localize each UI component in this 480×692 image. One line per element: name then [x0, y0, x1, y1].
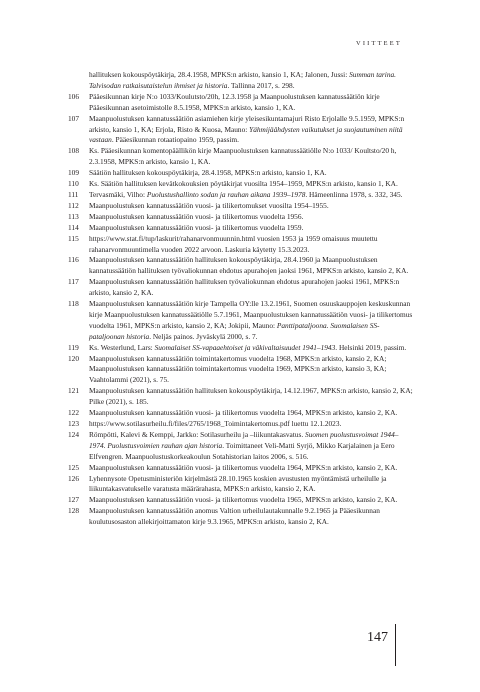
note-text: Maanpuolustuksen kannatussäätiön hallituksen kokouspöytäkirja, 28.4.1960 ja Maanpuolustuksen kannatussäätiön hallituksen työvaliokunnan ehdotus apurahojen jaoksi 1961, MPKS:n arkisto, kansio 2, KA.	[89, 255, 409, 276]
endnote-text	[89, 386, 413, 408]
note-text: Maanpuolustuksen kannatussäätiön asiamiehen kirje yleisesikuntamajuri Risto Erjolalle 9.5.1959, MPKS:n arkisto, kansio 1, KA; Erjola, Risto & Kuosa, Mauno:	[89, 113, 405, 134]
endnote-text	[89, 408, 413, 419]
endnote-text	[89, 179, 413, 190]
note-title-italic: Suomen puolustusvoimat 1944–1974. Puolustusvoimien rauhan ajan historia	[89, 429, 399, 450]
endnote-text	[89, 354, 413, 387]
endnote-number: 110	[68, 179, 79, 189]
note-text: Maanpuolustuksen kannatussäätiön hallituksen kokouspöytäkirja, 14.12.1967, MPKS:n arkisto, kansio 2, KA; Pilke (2021), s. 185.	[89, 386, 413, 407]
endnote-number: 118	[68, 299, 79, 309]
endnote-text	[89, 430, 413, 463]
endnote-number: 111	[68, 189, 79, 199]
endnote	[68, 474, 413, 496]
endnote	[68, 223, 413, 234]
endnote	[68, 343, 413, 354]
note-title-italic: Summan tarina. Talvisodan ratkaisutaistelun ihmiset ja historia	[89, 70, 397, 90]
continued-note	[68, 70, 413, 92]
note-text: Maanpuolustuksen kannatussäätiön vuosi- ja tilikertomus vuodelta 1959.	[89, 222, 304, 232]
endnote	[68, 190, 413, 201]
endnote-text	[89, 299, 413, 343]
endnote-text	[89, 92, 413, 114]
note-text: Ks. Westerlund, Lars:	[89, 342, 155, 352]
note-title-italic: Suomalaiset SS-vapaaehtoiset ja väkivaltaisuudet 1941–1943	[154, 342, 336, 352]
page-number: 147	[367, 630, 388, 645]
endnote	[68, 255, 413, 277]
note-text: Maanpuolustuksen kannatussäätiön vuosi- ja tilikertomus vuodelta 1965, MPKS:n arkisto, kansio 2, KA.	[89, 495, 398, 505]
endnote-number: 117	[68, 277, 79, 287]
note-text: Ks. Pääesikunnan komentopäällikön kirje Maanpuolustuksen kannatussäätiölle N:o 1033/ Koultsto/20 h, 2.3.1958, MPKS:n arkisto, kansio 1, KA.	[89, 146, 397, 167]
note-text: Säätiön hallituksen kokouspöytäkirja, 28.4.1958, MPKS:n arkisto, kansio 1, KA.	[89, 168, 327, 178]
endnote-text	[89, 474, 413, 496]
endnote-number: 120	[68, 353, 80, 363]
note-text: Maanpuolustuksen kannatussäätiön kirje Tampella OY:lle 13.2.1961, Suomen osuuskauppojen keskuskunnan kirje Maanpuolustuksen kannatussäätiölle 5.7.1961, Maanpuolustuksen kannatussäätiön vuosi- ja tilikertomus vuodelta 1961, MPKS:n arkisto, kansio 2, KA; Jokipii, Mauno:	[89, 299, 413, 330]
endnote	[68, 234, 413, 256]
endnote-text	[89, 223, 413, 234]
endnote	[68, 277, 413, 299]
endnote-text	[89, 506, 413, 528]
endnote-number: 128	[68, 506, 80, 516]
endnote	[68, 419, 413, 430]
endnote-text	[89, 343, 413, 354]
note-text: . Helsinki 2019, passim.	[335, 342, 407, 352]
endnote	[68, 201, 413, 212]
note-text: Maanpuolustuksen kannatussäätiön vuosi- ja tilikertomukset vuosilta 1954–1955.	[89, 200, 329, 210]
note-text: Ks. Säätiön hallituksen kevätkokouksien pöytäkirjat vuosilta 1954–1959, MPKS:n arkisto, kansio 1, KA.	[89, 179, 398, 189]
endnote-text	[89, 419, 413, 430]
endnote-number: 122	[68, 408, 80, 418]
endnote-number: 127	[68, 495, 80, 505]
endnote	[68, 179, 413, 190]
endnote-text	[89, 255, 413, 277]
note-title-italic: Puolustushallinto sodan ja rauhan aikana 1939–1978	[146, 189, 306, 199]
note-text: Maanpuolustuksen kannatussäätiön vuosi- ja tilikertomus vuodelta 1964, MPKS:n arkisto, kansio 2, KA.	[89, 408, 398, 418]
note-text: https://www.sotilasurheilu.fi/files/2765/1968_Toimintakertomus.pdf luettu 12.1.2023.	[89, 419, 342, 428]
note-text: Maanpuolustuksen kannatussäätiön hallituksen työvaliokunnan ehdotus apurahojen jaoksi 1961, MPKS:n arkisto, kansio 2, KA.	[89, 277, 400, 298]
endnote-text	[89, 277, 413, 299]
endnote-number: 126	[68, 473, 80, 483]
note-text: Tervasmäki, Vilho:	[89, 189, 147, 199]
endnote-number: 109	[68, 168, 80, 178]
endnote-number: 108	[68, 146, 80, 156]
note-title-italic: Panttipataljoona. Suomalaisen SS-pataljoonan historia	[89, 320, 380, 341]
note-text: Römpötti, Kalevi & Kemppi, Jarkko: Sotilasurheilu ja –liikuntakasvatus.	[89, 429, 306, 439]
endnote-text	[89, 212, 413, 223]
endnote-number: 115	[68, 233, 79, 243]
endnote	[68, 408, 413, 419]
endnote	[68, 168, 413, 179]
page-number-rule	[395, 624, 396, 666]
endnote	[68, 92, 413, 114]
endnote-text	[89, 190, 413, 201]
endnote-number: 116	[68, 255, 79, 265]
note-text: Maanpuolustuksen kannatussäätiön vuosi- ja tilikertomus vuodelta 1964, MPKS:n arkisto, kansio 2, KA.	[89, 462, 398, 472]
endnote-text	[89, 495, 413, 506]
note-text: Pääesikunnan kirje N:o 1033/Koulutsto/20h, 12.3.1958 ja Maanpuolustuksen kannatussäätiön kirje Pääesikunnan asetoimistolle 8.5.1958, MPKS:n arkisto, kansio 1, KA.	[89, 91, 380, 112]
note-text: . Pääesikunnan rotaatiopaino 1959, passim.	[111, 135, 239, 145]
note-text: Lyhennysote Opetusministeriön kirjelmästä 28.10.1965 koskien avustusten myöntämistä urheilulle ja liikuntakasvatukselle varatusta määrärahasta, MPKS:n arkisto, kansio 2, KA.	[89, 473, 387, 494]
note-text: Maanpuolustuksen kannatussäätiön toimintakertomus vuodelta 1968, MPKS:n arkisto, kansio 2, KA; Maanpuolustuksen kannatussäätiön toimintakertomus vuodelta 1969, MPKS:n arkisto, kansio 3, KA; Vaahtolammi (2021), s. 75.	[89, 353, 387, 385]
endnote	[68, 506, 413, 528]
endnote-text	[89, 463, 413, 474]
endnote-number: 113	[68, 211, 79, 221]
endnote	[68, 354, 413, 387]
endnote-number: 107	[68, 113, 80, 123]
endnote-number: 119	[68, 342, 79, 352]
endnote-text	[89, 234, 413, 256]
endnote-number: 114	[68, 222, 79, 232]
endnote-number: 121	[68, 386, 80, 396]
endnotes-list	[68, 70, 413, 528]
note-text: https://www.stat.fi/tup/laskurit/rahanarvonmuunnin.html vuosien 1953 ja 1959 omaisuus muutettu rahanarvonmuuntimella vuoden 2022 arvoon. Laskuria käytetty 15.3.2023.	[89, 233, 378, 254]
note-text: Maanpuolustuksen kannatussäätiön anomus Valtion urheilulautakunnalle 9.2.1965 ja Pääesikunnan koulutusosaston allekirjoittamaton kirje 9.3.1965, MPKS:n arkisto, kansio 2, KA.	[89, 506, 380, 527]
endnote	[68, 430, 413, 463]
note-text: . Hämeenlinna 1978, s. 332, 345.	[305, 189, 403, 199]
note-title-italic: Yähmijäähdysten vaikutukset ja suojautuminen niitä vastaan	[89, 124, 403, 145]
endnote-text	[89, 114, 413, 147]
endnote	[68, 299, 413, 343]
endnote	[68, 463, 413, 474]
endnote	[68, 146, 413, 168]
endnote-text	[89, 168, 413, 179]
endnote	[68, 114, 413, 147]
endnote-number: 112	[68, 200, 79, 210]
note-text: . Neljäs painos. Jyväskylä 2000, s. 7.	[149, 331, 258, 341]
endnote-number: 123	[68, 419, 80, 428]
endnote	[68, 386, 413, 408]
endnote-text	[89, 201, 413, 212]
endnote-number: 124	[68, 429, 80, 439]
note-text: . Toimittaneet Veli-Matti Syrjö, Mikko Karjalainen ja Eero Elfvengren. Maanpuolustuskorkeakoulun Sotahistorian laitos 2006, s. 516.	[89, 440, 395, 461]
endnote-number: 106	[68, 91, 80, 101]
note-text: Maanpuolustuksen kannatussäätiön vuosi- ja tilikertomus vuodelta 1956.	[89, 211, 304, 221]
endnote-text	[89, 146, 413, 168]
note-text: hallituksen kokouspöytäkirja, 28.4.1958, MPKS:n arkisto, kansio 1, KA; Jalonen, Jussi:	[89, 70, 350, 79]
note-text: . Tallinna 2017, s. 298.	[227, 80, 295, 90]
endnote	[68, 212, 413, 223]
endnote-number: 125	[68, 462, 80, 472]
endnote	[68, 495, 413, 506]
running-head: VIITTEET	[356, 40, 402, 47]
